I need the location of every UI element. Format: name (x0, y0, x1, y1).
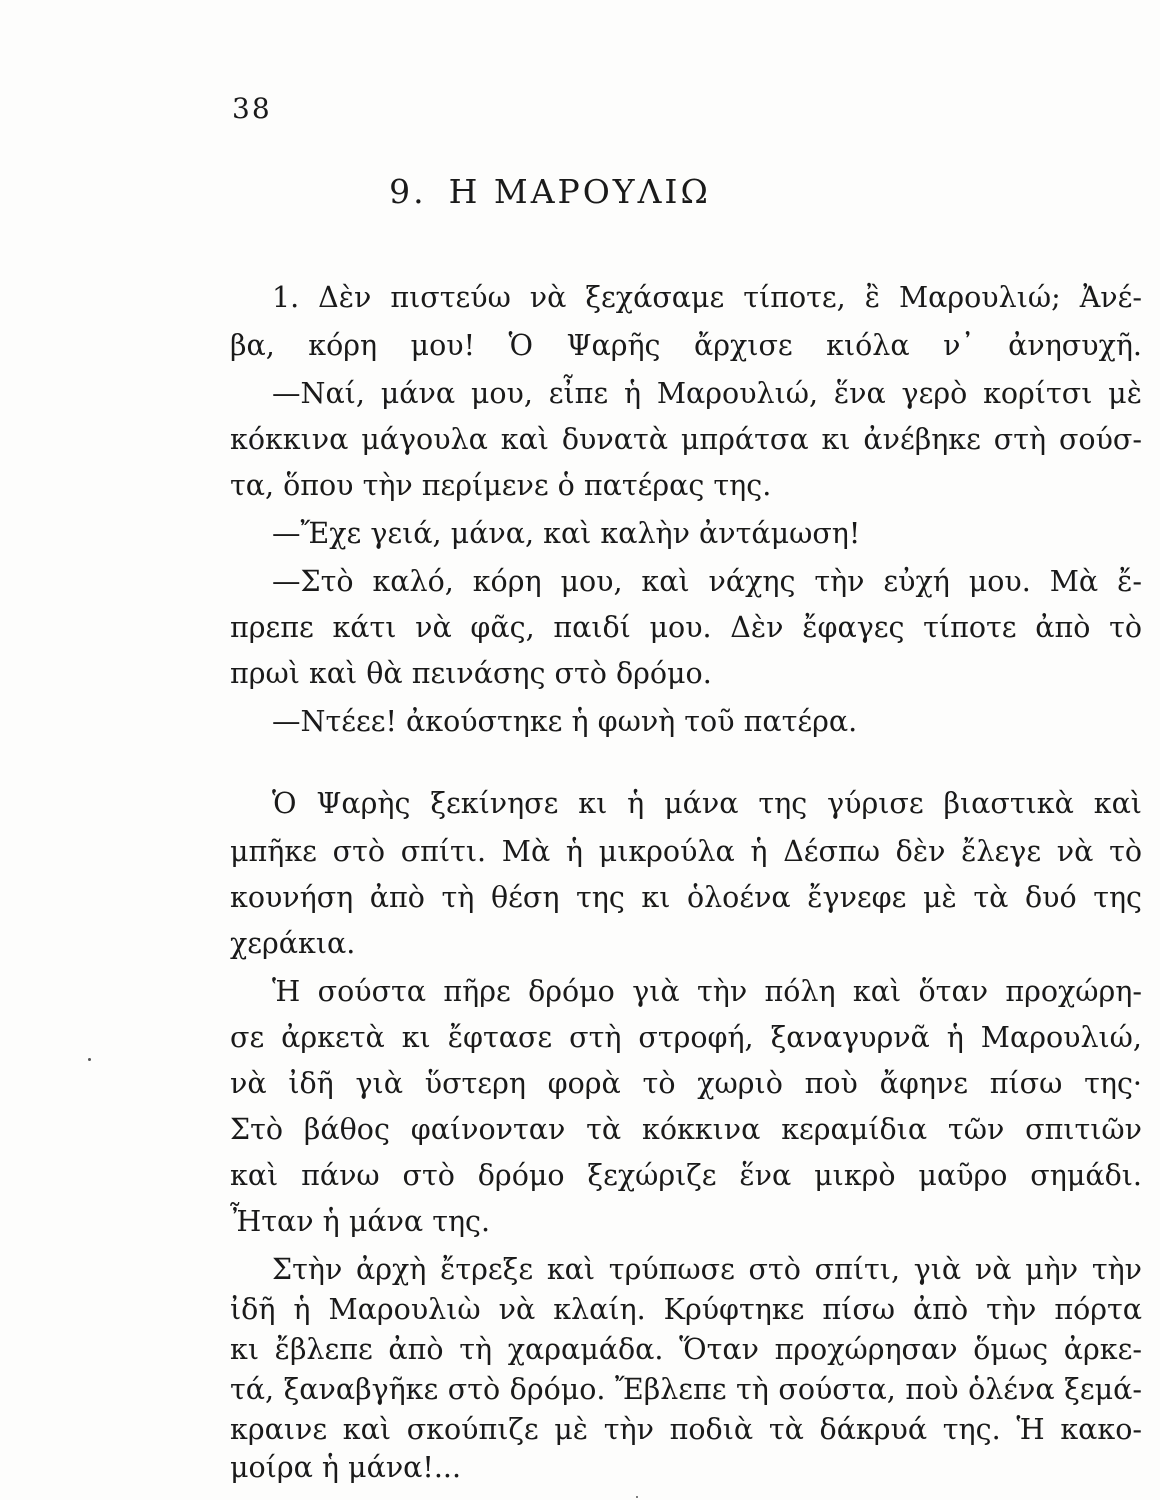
chapter-title: Η ΜΑΡΟΥΛΙΩ (448, 172, 711, 211)
text-line: πρεπε κάτι νὰ φᾶς, παιδί μου. Δὲν ἔφαγες τίποτε ἀπὸ τὸ (230, 611, 1142, 644)
text-line: καὶ πάνω στὸ δρόμο ξεχώριζε ἕνα μικρὸ μαῦρο σημάδι. (230, 1159, 1142, 1192)
page-number: 38 (232, 92, 272, 125)
text-line: μπῆκε στὸ σπίτι. Μὰ ἡ μικρούλα ἡ Δέσπω δὲν ἔλεγε νὰ τὸ (230, 835, 1142, 868)
text-line: κι ἔβλεπε ἀπὸ τὴ χαραμάδα. Ὅταν προχώρησαν ὅμως ἀρκε- (230, 1333, 1142, 1366)
text-line: —Στὸ καλό, κόρη μου, καὶ νάχης τὴν εὐχή μου. Μὰ ἔ- (272, 565, 1142, 598)
text-line: ἰδῆ ἡ Μαρουλιὼ νὰ κλαίη. Κρύφτηκε πίσω ἀπὸ τὴν πόρτα (230, 1293, 1142, 1326)
text-line: —Ἔχε γειά, μάνα, καὶ καλὴν ἀντάμωση! (272, 517, 861, 550)
chapter-heading (0, 172, 1100, 211)
text-line: Στὸ βάθος φαίνονταν τὰ κόκκινα κεραμίδια τῶν σπιτιῶν (230, 1113, 1142, 1146)
text-line: βα, κόρη μου! Ὁ Ψαρῆς ἄρχισε κιόλα ν᾽ ἀνησυχῆ. (230, 329, 1142, 362)
text-line: χεράκια. (230, 927, 356, 960)
text-line: —Ναί, μάνα μου, εἶπε ἡ Μαρουλιώ, ἕνα γερὸ κορίτσι μὲ (272, 377, 1142, 410)
text-line: Ὁ Ψαρὴς ξεκίνησε κι ἡ μάνα της γύρισε βιαστικὰ καὶ (272, 787, 1142, 820)
text-line: κόκκινα μάγουλα καὶ δυνατὰ μπράτσα κι ἀνέβηκε στὴ σούσ- (230, 423, 1142, 456)
text-line: τα, ὅπου τὴν περίμενε ὁ πατέρας της. (230, 469, 772, 502)
text-line: πρωὶ καὶ θὰ πεινάσης στὸ δρόμο. (230, 657, 712, 690)
text-line: Ἦταν ἡ μάνα της. (230, 1205, 491, 1238)
text-line: σε ἀρκετὰ κι ἔφτασε στὴ στροφή, ξαναγυρνᾶ ἡ Μαρουλιώ, (230, 1021, 1142, 1054)
text-line: μοίρα ἡ μάνα!... (230, 1451, 462, 1484)
text-line: Ἡ σούστα πῆρε δρόμο γιὰ τὴν πόλη καὶ ὅταν προχώρη- (272, 975, 1142, 1008)
scan-speck (88, 1058, 91, 1061)
scan-speck (636, 1496, 638, 1498)
text-line: Στὴν ἀρχὴ ἔτρεξε καὶ τρύπωσε στὸ σπίτι, γιὰ νὰ μὴν τὴν (272, 1253, 1142, 1286)
text-line: νὰ ἰδῆ γιὰ ὕστερη φορὰ τὸ χωριὸ ποὺ ἄφηνε πίσω της· (230, 1067, 1142, 1100)
text-line: 1. Δὲν πιστεύω νὰ ξεχάσαμε τίποτε, ἒ Μαρουλιώ; Ἀνέ- (272, 281, 1142, 314)
chapter-number: 9. (389, 172, 427, 211)
text-line: κουνήση ἀπὸ τὴ θέση της κι ὁλοένα ἔγνεφε μὲ τὰ δυό της (230, 881, 1142, 914)
text-line: κραινε καὶ σκούπιζε μὲ τὴν ποδιὰ τὰ δάκρυά της. Ἡ κακο- (230, 1413, 1142, 1446)
text-line: τά, ξαναβγῆκε στὸ δρόμο. Ἔβλεπε τὴ σούστα, ποὺ ὁλένα ξεμά- (230, 1373, 1142, 1406)
text-line: —Ντέεε! ἀκούστηκε ἡ φωνὴ τοῦ πατέρα. (272, 705, 858, 738)
